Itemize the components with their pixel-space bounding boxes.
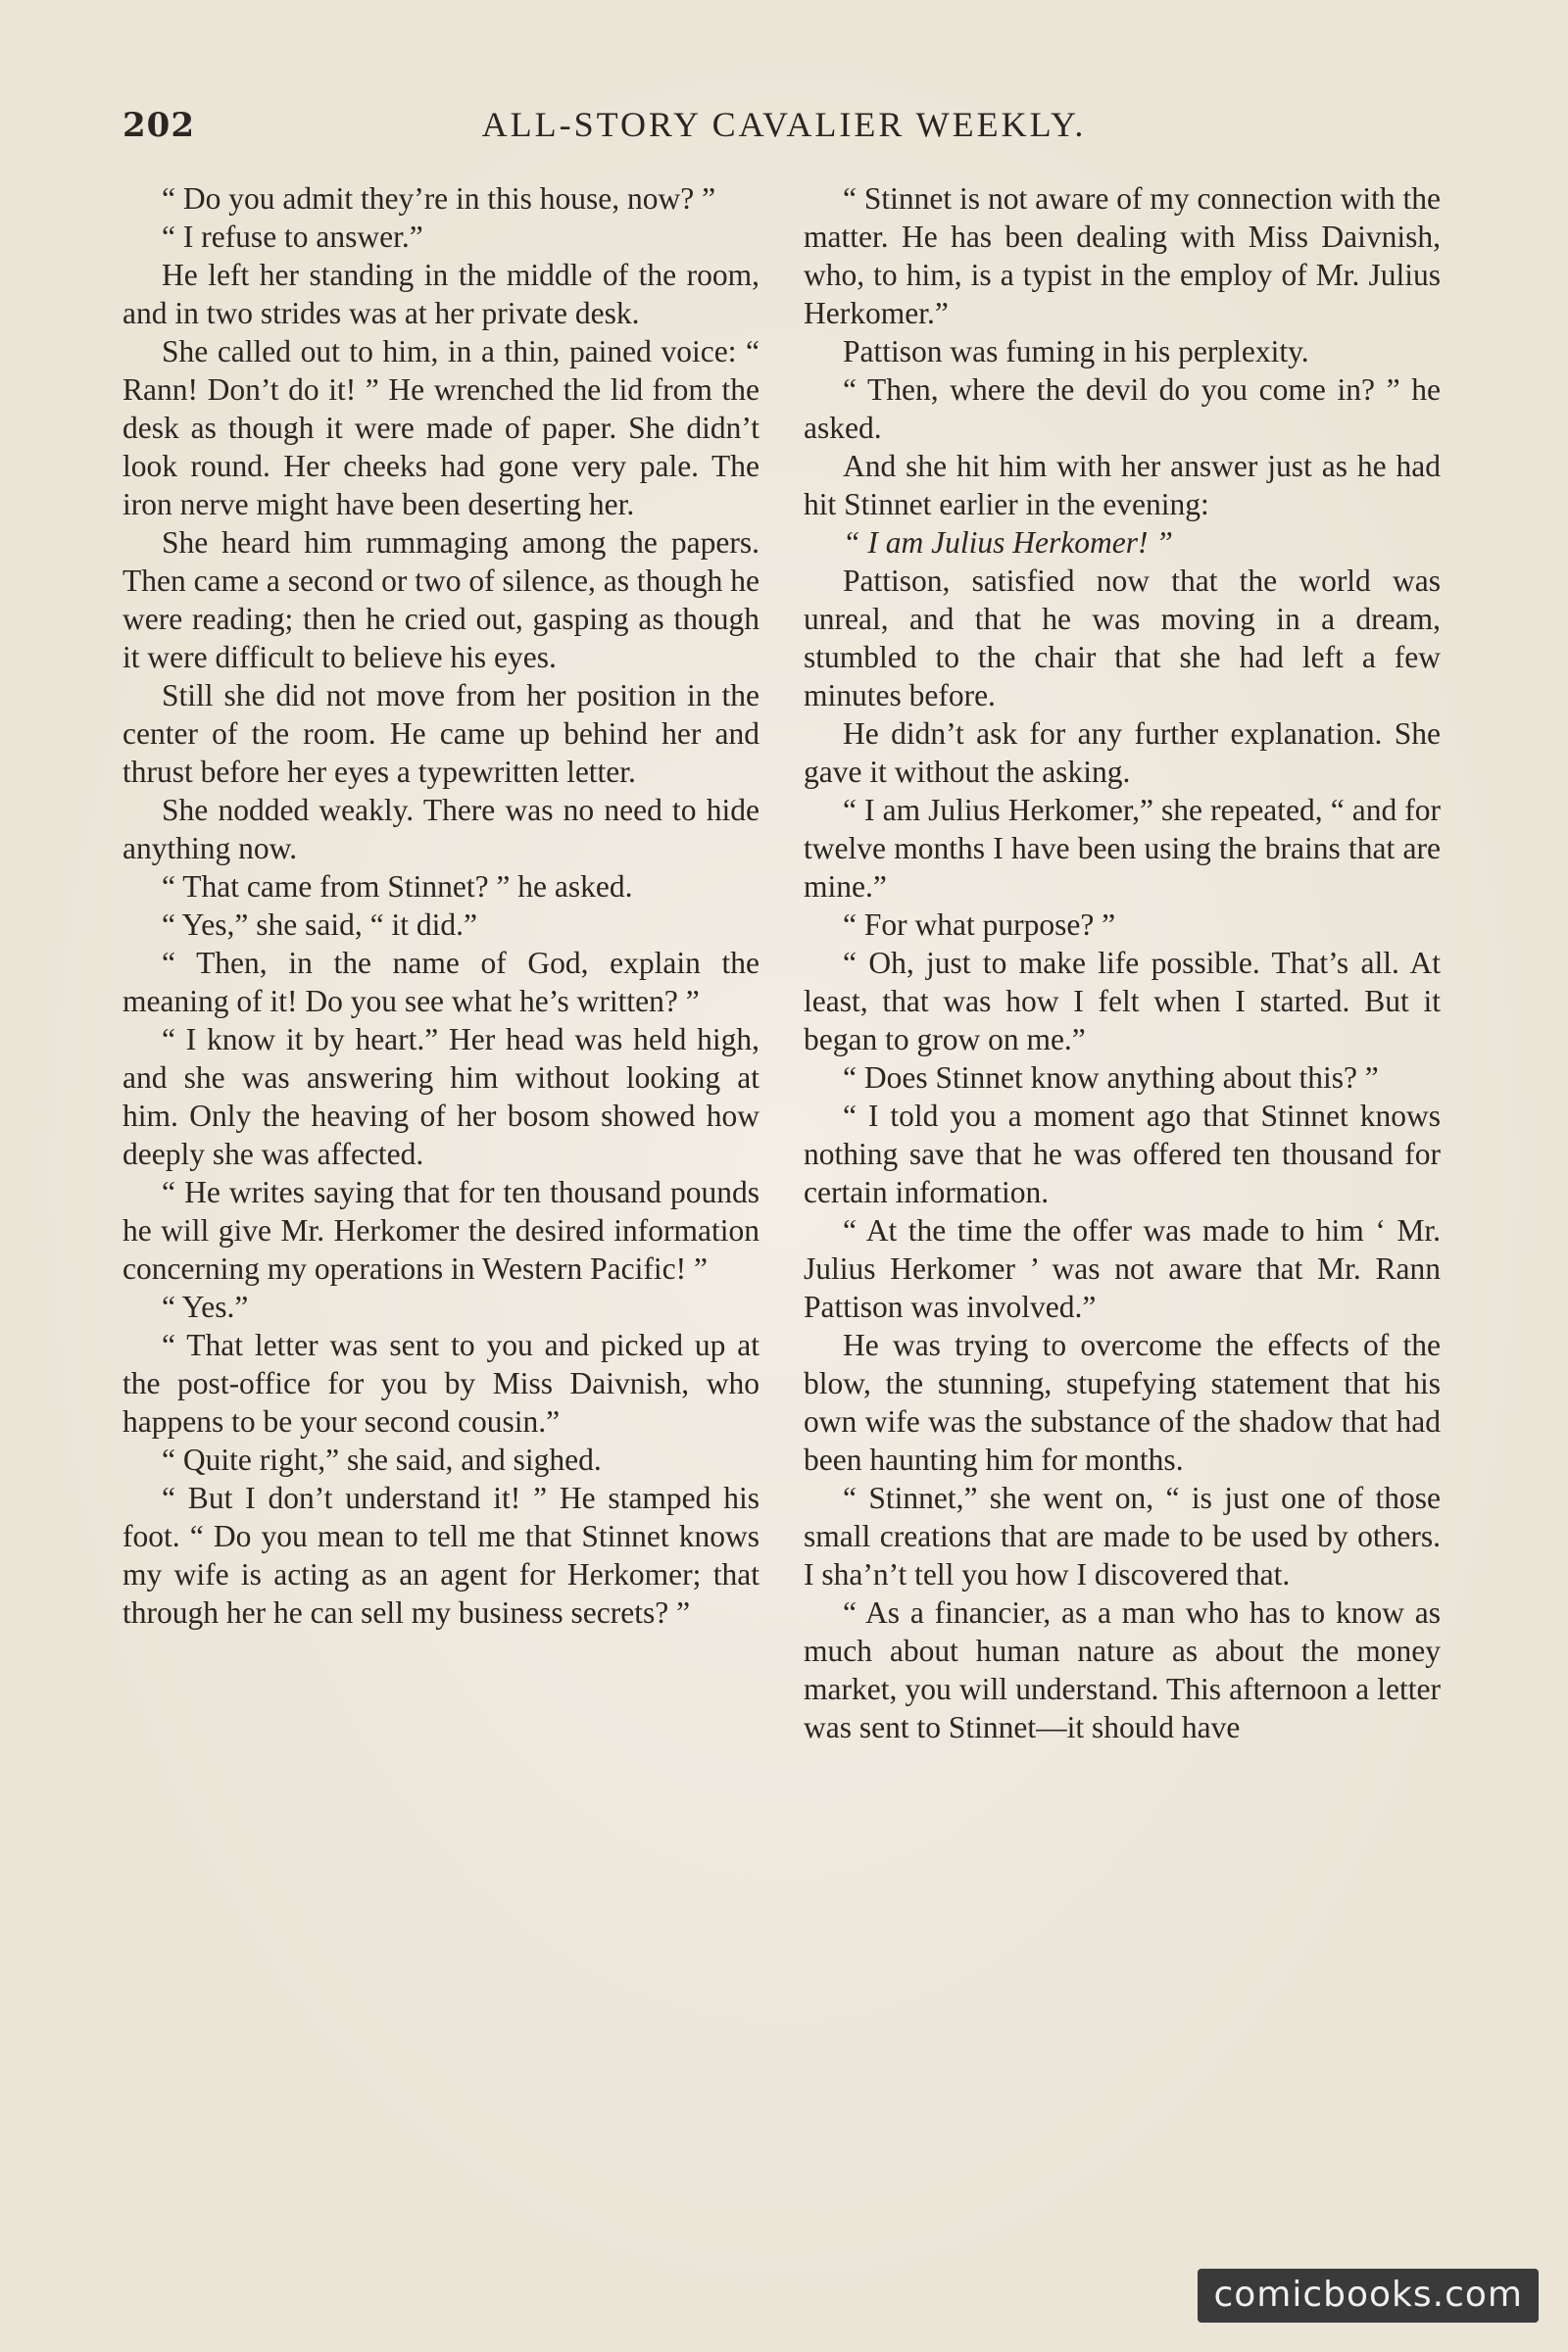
paragraph: Pattison, satisfied now that the world was unreal, and that he was moving in a dream, stumbled to the chair that she had left a few minutes before. xyxy=(804,564,1441,712)
right-column xyxy=(804,179,1441,1746)
paragraph: He was trying to overcome the effects of the blow, the stunning, stupefying statement that his own wife was the substance of the shadow that had been haunting him for months. xyxy=(804,1328,1441,1477)
paragraph: She called out to him, in a thin, pained voice: “ Rann! Don’t do it! ” He wrenched the lid from the desk as though it were made of paper. She didn’t look round. Her cheeks had gone very pale. The iron nerve might have been deserting her. xyxy=(122,334,760,521)
paragraph: “ Stinnet,” she went on, “ is just one of those small creations that are made to be used by others. I sha’n’t tell you how I discovered that. xyxy=(804,1481,1441,1592)
paragraph: “ Yes,” she said, “ it did.” xyxy=(162,907,477,942)
page-header xyxy=(122,98,1446,157)
paragraph: “ Then, where the devil do you come in? ” he asked. xyxy=(804,372,1441,445)
paragraph: “ Then, in the name of God, explain the meaning of it! Do you see what he’s written? ” xyxy=(122,946,760,1018)
paragraph: “ I told you a moment ago that Stinnet knows nothing save that he was offered ten thousand for certain information. xyxy=(804,1099,1441,1209)
page-number: 202 xyxy=(122,106,195,145)
paragraph: He didn’t ask for any further explanation. She gave it without the asking. xyxy=(804,716,1441,789)
paragraph: She nodded weakly. There was no need to hide anything now. xyxy=(122,793,760,865)
paragraph: “ Do you admit they’re in this house, now? ” xyxy=(162,181,716,216)
paragraph: “ Oh, just to make life possible. That’s all. At least, that was how I felt when I started. But it began to grow on me.” xyxy=(804,946,1441,1056)
site-watermark: comicbooks.com xyxy=(1198,2269,1539,2323)
paragraph: “ At the time the offer was made to him ‘ Mr. Julius Herkomer ’ was not aware that Mr. Rann Pattison was involved.” xyxy=(804,1213,1441,1324)
paragraph: “ I am Julius Herkomer! ” xyxy=(843,525,1173,560)
paragraph: And she hit him with her answer just as he had hit Stinnet earlier in the evening: xyxy=(804,449,1441,521)
paragraph: “ Stinnet is not aware of my connection with the matter. He has been dealing with Miss Daivnish, who, to him, is a typist in the employ of Mr. Julius Herkomer.” xyxy=(804,181,1441,330)
paragraph: “ I refuse to answer.” xyxy=(162,220,423,254)
paragraph: He left her standing in the middle of the room, and in two strides was at her private desk. xyxy=(122,258,760,330)
paragraph: “ Does Stinnet know anything about this? ” xyxy=(843,1060,1379,1095)
paragraph: “ I am Julius Herkomer,” she repeated, “ and for twelve months I have been using the brains that are mine.” xyxy=(804,793,1441,904)
left-column xyxy=(122,179,760,1632)
paragraph: “ As a financier, as a man who has to know as much about human nature as about the money market, you will understand. This afternoon a letter was sent to Stinnet—it should have xyxy=(804,1595,1441,1744)
paragraph: “ Quite right,” she said, and sighed. xyxy=(162,1443,602,1477)
paragraph: “ That letter was sent to you and picked up at the post-office for you by Miss Daivnish, who happens to be your second cousin.” xyxy=(122,1328,760,1439)
running-title: ALL-STORY CAVALIER WEEKLY. xyxy=(481,105,1087,144)
paragraph: “ He writes saying that for ten thousand pounds he will give Mr. Herkomer the desired information concerning my operations in Western Pacific! ” xyxy=(122,1175,760,1286)
paragraph: “ I know it by heart.” Her head was held high, and she was answering him without looking at him. Only the heaving of her bosom showed how deeply she was affected. xyxy=(122,1022,760,1171)
paragraph: Pattison was fuming in his perplexity. xyxy=(843,334,1309,368)
paragraph: “ Yes.” xyxy=(162,1290,249,1324)
paragraph: “ That came from Stinnet? ” he asked. xyxy=(162,869,633,904)
paragraph: “ But I don’t understand it! ” He stamped his foot. “ Do you mean to tell me that Stinnet knows my wife is acting as an agent for Herkomer; that through her he can sell my business secrets? ” xyxy=(122,1481,760,1630)
paragraph: “ For what purpose? ” xyxy=(843,907,1116,942)
paragraph: Still she did not move from her position in the center of the room. He came up behind her and thrust before her eyes a typewritten letter. xyxy=(122,678,760,789)
paragraph: She heard him rummaging among the papers. Then came a second or two of silence, as though he were reading; then he cried out, gasping as though it were difficult to believe his eyes. xyxy=(122,525,760,674)
